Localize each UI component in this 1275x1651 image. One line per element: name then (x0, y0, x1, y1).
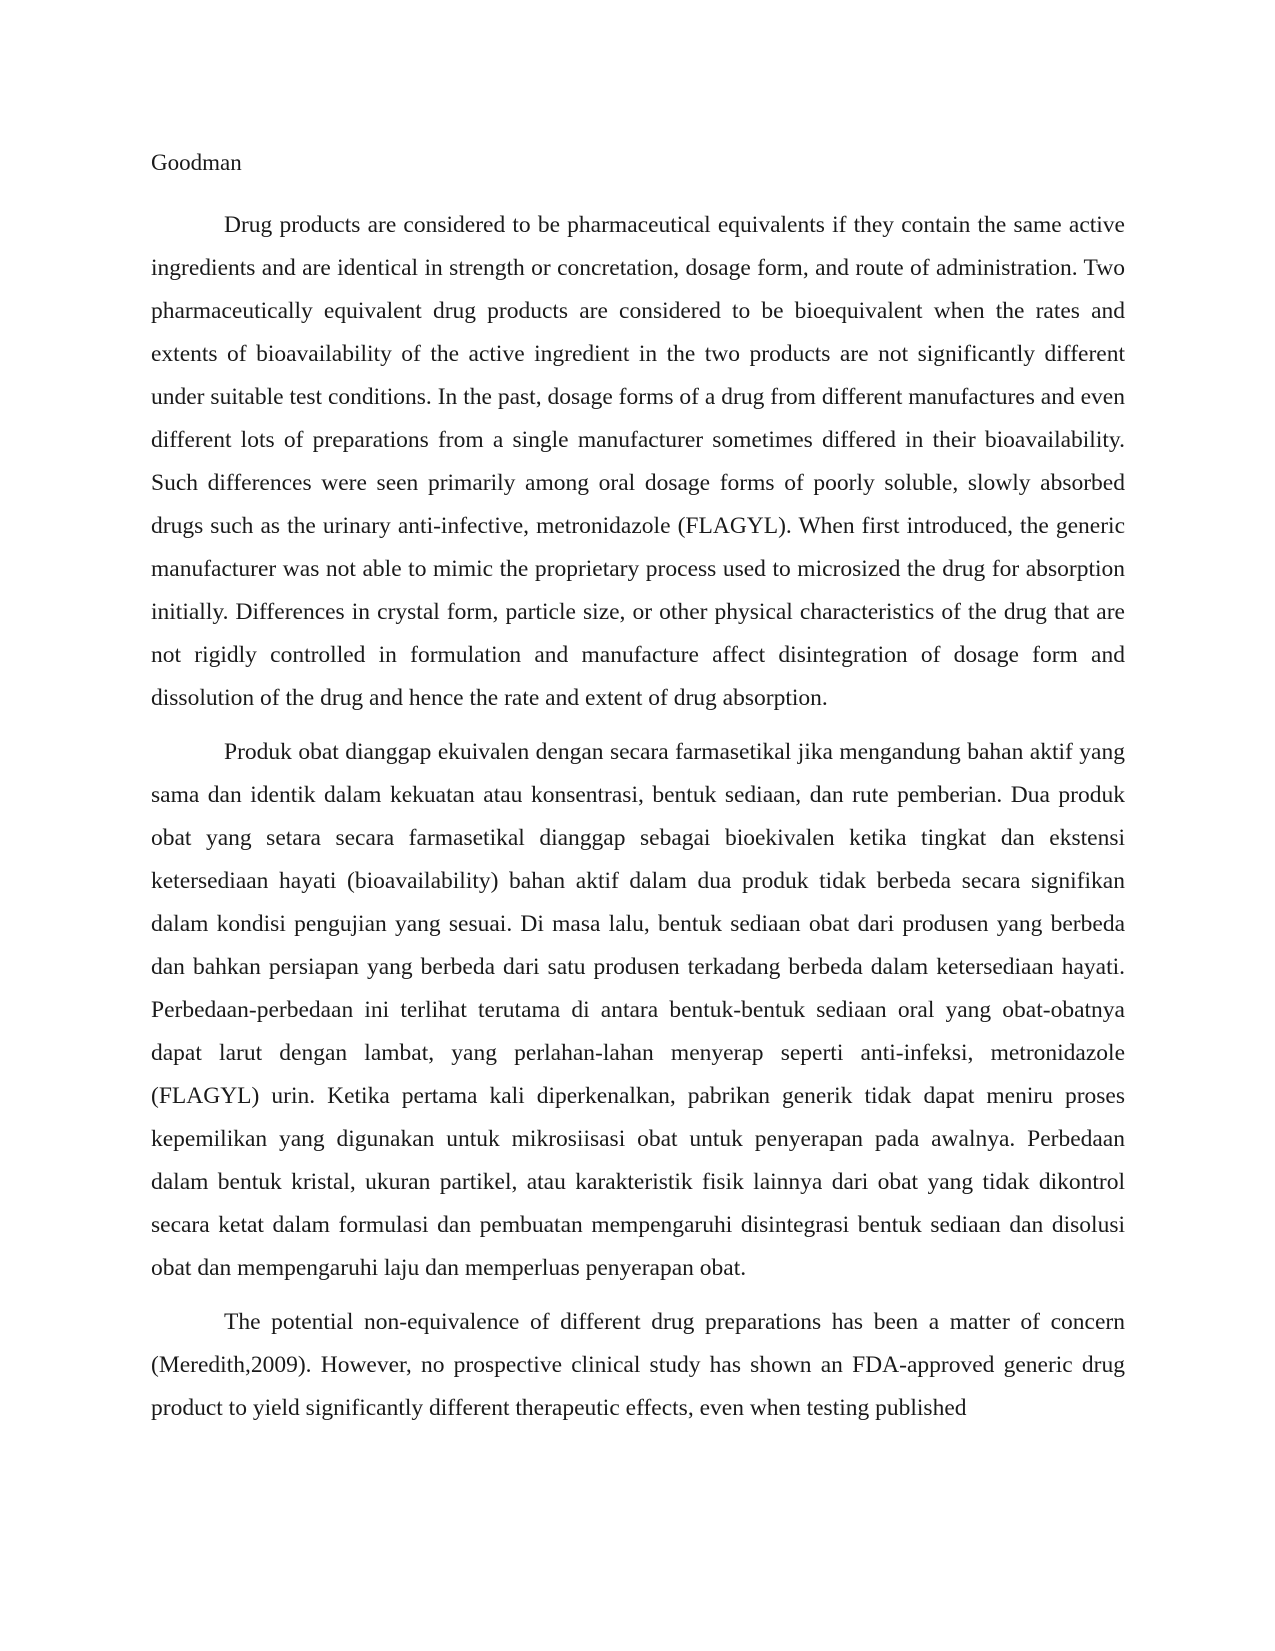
body-text (151, 204, 1125, 1441)
paragraph-english-1: Drug products are considered to be pharmaceutical equivalents if they contain the same active ingredients and are identical in strength or concretation, dosage form, and route of administration. Two pharmaceutically equivalent drug products are considered to be bioequivalent when the rates and extents of bioavailability of the active ingredient in the two products are not significantly different under suitable test conditions. In the past, dosage forms of a drug from different manufactures and even different lots of preparations from a single manufacturer sometimes differed in their bioavailability. Such differences were seen primarily among oral dosage forms of poorly soluble, slowly absorbed drugs such as the urinary anti-infective, metronidazole (FLAGYL). When first introduced, the generic manufacturer was not able to mimic the proprietary process used to microsized the drug for absorption initially. Differences in crystal form, particle size, or other physical characteristics of the drug that are not rigidly controlled in formulation and manufacture affect disintegration of dosage form and dissolution of the drug and hence the rate and extent of drug absorption. (151, 212, 1125, 711)
paragraph-indonesian: Produk obat dianggap ekuivalen dengan secara farmasetikal jika mengandung bahan aktif yang sama dan identik dalam kekuatan atau konsentrasi, bentuk sediaan, dan rute pemberian. Dua produk obat yang setara secara farmasetikal dianggap sebagai bioekivalen ketika tingkat dan ekstensi ketersediaan hayati (bioavailability) bahan aktif dalam dua produk tidak berbeda secara signifikan dalam kondisi pengujian yang sesuai. Di masa lalu, bentuk sediaan obat dari produsen yang berbeda dan bahkan persiapan yang berbeda dari satu produsen terkadang berbeda dalam ketersediaan hayati. Perbedaan-perbedaan ini terlihat terutama di antara bentuk-bentuk sediaan oral yang obat-obatnya dapat larut dengan lambat, yang perlahan-lahan menyerap seperti anti-infeksi, metronidazole (FLAGYL) urin. Ketika pertama kali diperkenalkan, pabrikan generik tidak dapat meniru proses kepemilikan yang digunakan untuk mikrosiisasi obat untuk penyerapan pada awalnya. Perbedaan dalam bentuk kristal, ukuran partikel, atau karakteristik fisik lainnya dari obat yang tidak dikontrol secara ketat dalam formulasi dan pembuatan mempengaruhi disintegrasi bentuk sediaan dan disolusi obat dan mempengaruhi laju dan memperluas penyerapan obat. (151, 739, 1125, 1281)
page-heading: Goodman (151, 150, 242, 175)
paragraph-english-2: The potential non-equivalence of different drug preparations has been a matter of concern (Meredith,2009). However, no prospective clinical study has shown an FDA-approved generic drug product to yield significantly different therapeutic effects, even when testing published (151, 1309, 1125, 1421)
